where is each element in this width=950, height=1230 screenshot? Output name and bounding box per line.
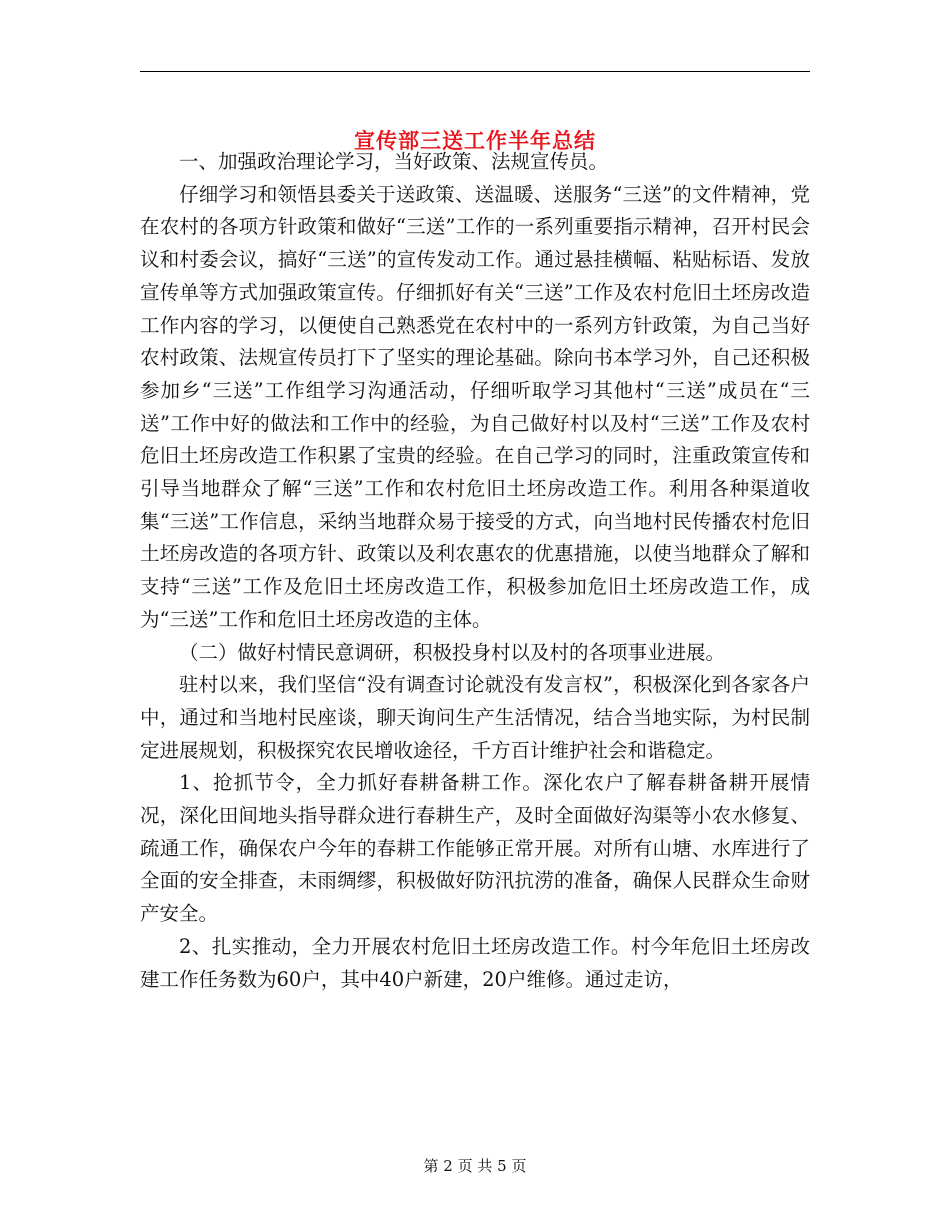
page-number: 第 2 页 共 5 页 [423, 1157, 527, 1175]
body-paragraph-3: 1、抢抓节令，全力抓好春耕备耕工作。深化农户了解春耕备耕开展情况，深化田间地头指导群众进行春耕生产，及时全面做好沟渠等小农水修复、疏通工作，确保农户今年的春耕工作能够正常开展。对所有山塘、水库进行了全面的安全排查，未雨绸缪，积极做好防汛抗涝的准备，确保人民群众生命财产安全。 [140, 771, 810, 926]
section-heading-2: （二）做好村情民意调研，积极投身村以及村的各项事业进展。 [179, 640, 726, 664]
section-heading-1: 一、加强政治理论学习，当好政策、法规宣传员。 [179, 150, 609, 173]
body-paragraph-4: 2、扎实推动，全力开展农村危旧土坯房改造工作。村今年危旧土坯房改建工作任务数为60户，其中40户新建，20户维修。通过走访， [140, 934, 810, 991]
header-rule [140, 71, 810, 72]
body-paragraph-2: 驻村以来，我们坚信“没有调查讨论就没有发言权”，积极深化到各家各户中，通过和当地村民座谈，聊天询问生产生活情况，结合当地实际，为村民制定进展规划，积极探究农民增收途径，千方百计维护社会和谐稳定。 [140, 673, 810, 762]
document-title: 宣传部三送工作半年总结 [354, 128, 596, 154]
document-body [140, 146, 810, 996]
body-paragraph-1: 仔细学习和领悟县委关于送政策、送温暖、送服务“三送”的文件精神，党在农村的各项方针政策和做好“三送”工作的一系列重要指示精神，召开村民会议和村委会议，搞好“三送”的宣传发动工作。通过悬挂横幅、粘贴标语、发放宣传单等方式加强政策宣传。仔细抓好有关“三送”工作及农村危旧土坯房改造工作内容的学习，以便使自己熟悉党在农村中的一系列方针政策，为自己当好农村政策、法规宣传员打下了坚实的理论基础。除向书本学习外，自己还积极参加乡“三送”工作组学习沟通活动，仔细听取学习其他村“三送”成员在“三送”工作中好的做法和工作中的经验，为自己做好村以及村“三送”工作及农村危旧土坯房改造工作积累了宝贵的经验。在自己学习的同时，注重政策宣传和引导当地群众了解“三送”工作和农村危旧土坯房改造工作。利用各种渠道收集“三送”工作信息，采纳当地群众易于接受的方式，向当地村民传播农村危旧土坯房改造的各项方针、政策以及利农惠农的优惠措施，以使当地群众了解和支持“三送”工作及危旧土坯房改造工作，积极参加危旧土坯房改造工作，成为“三送”工作和危旧土坯房改造的主体。 [140, 182, 810, 631]
